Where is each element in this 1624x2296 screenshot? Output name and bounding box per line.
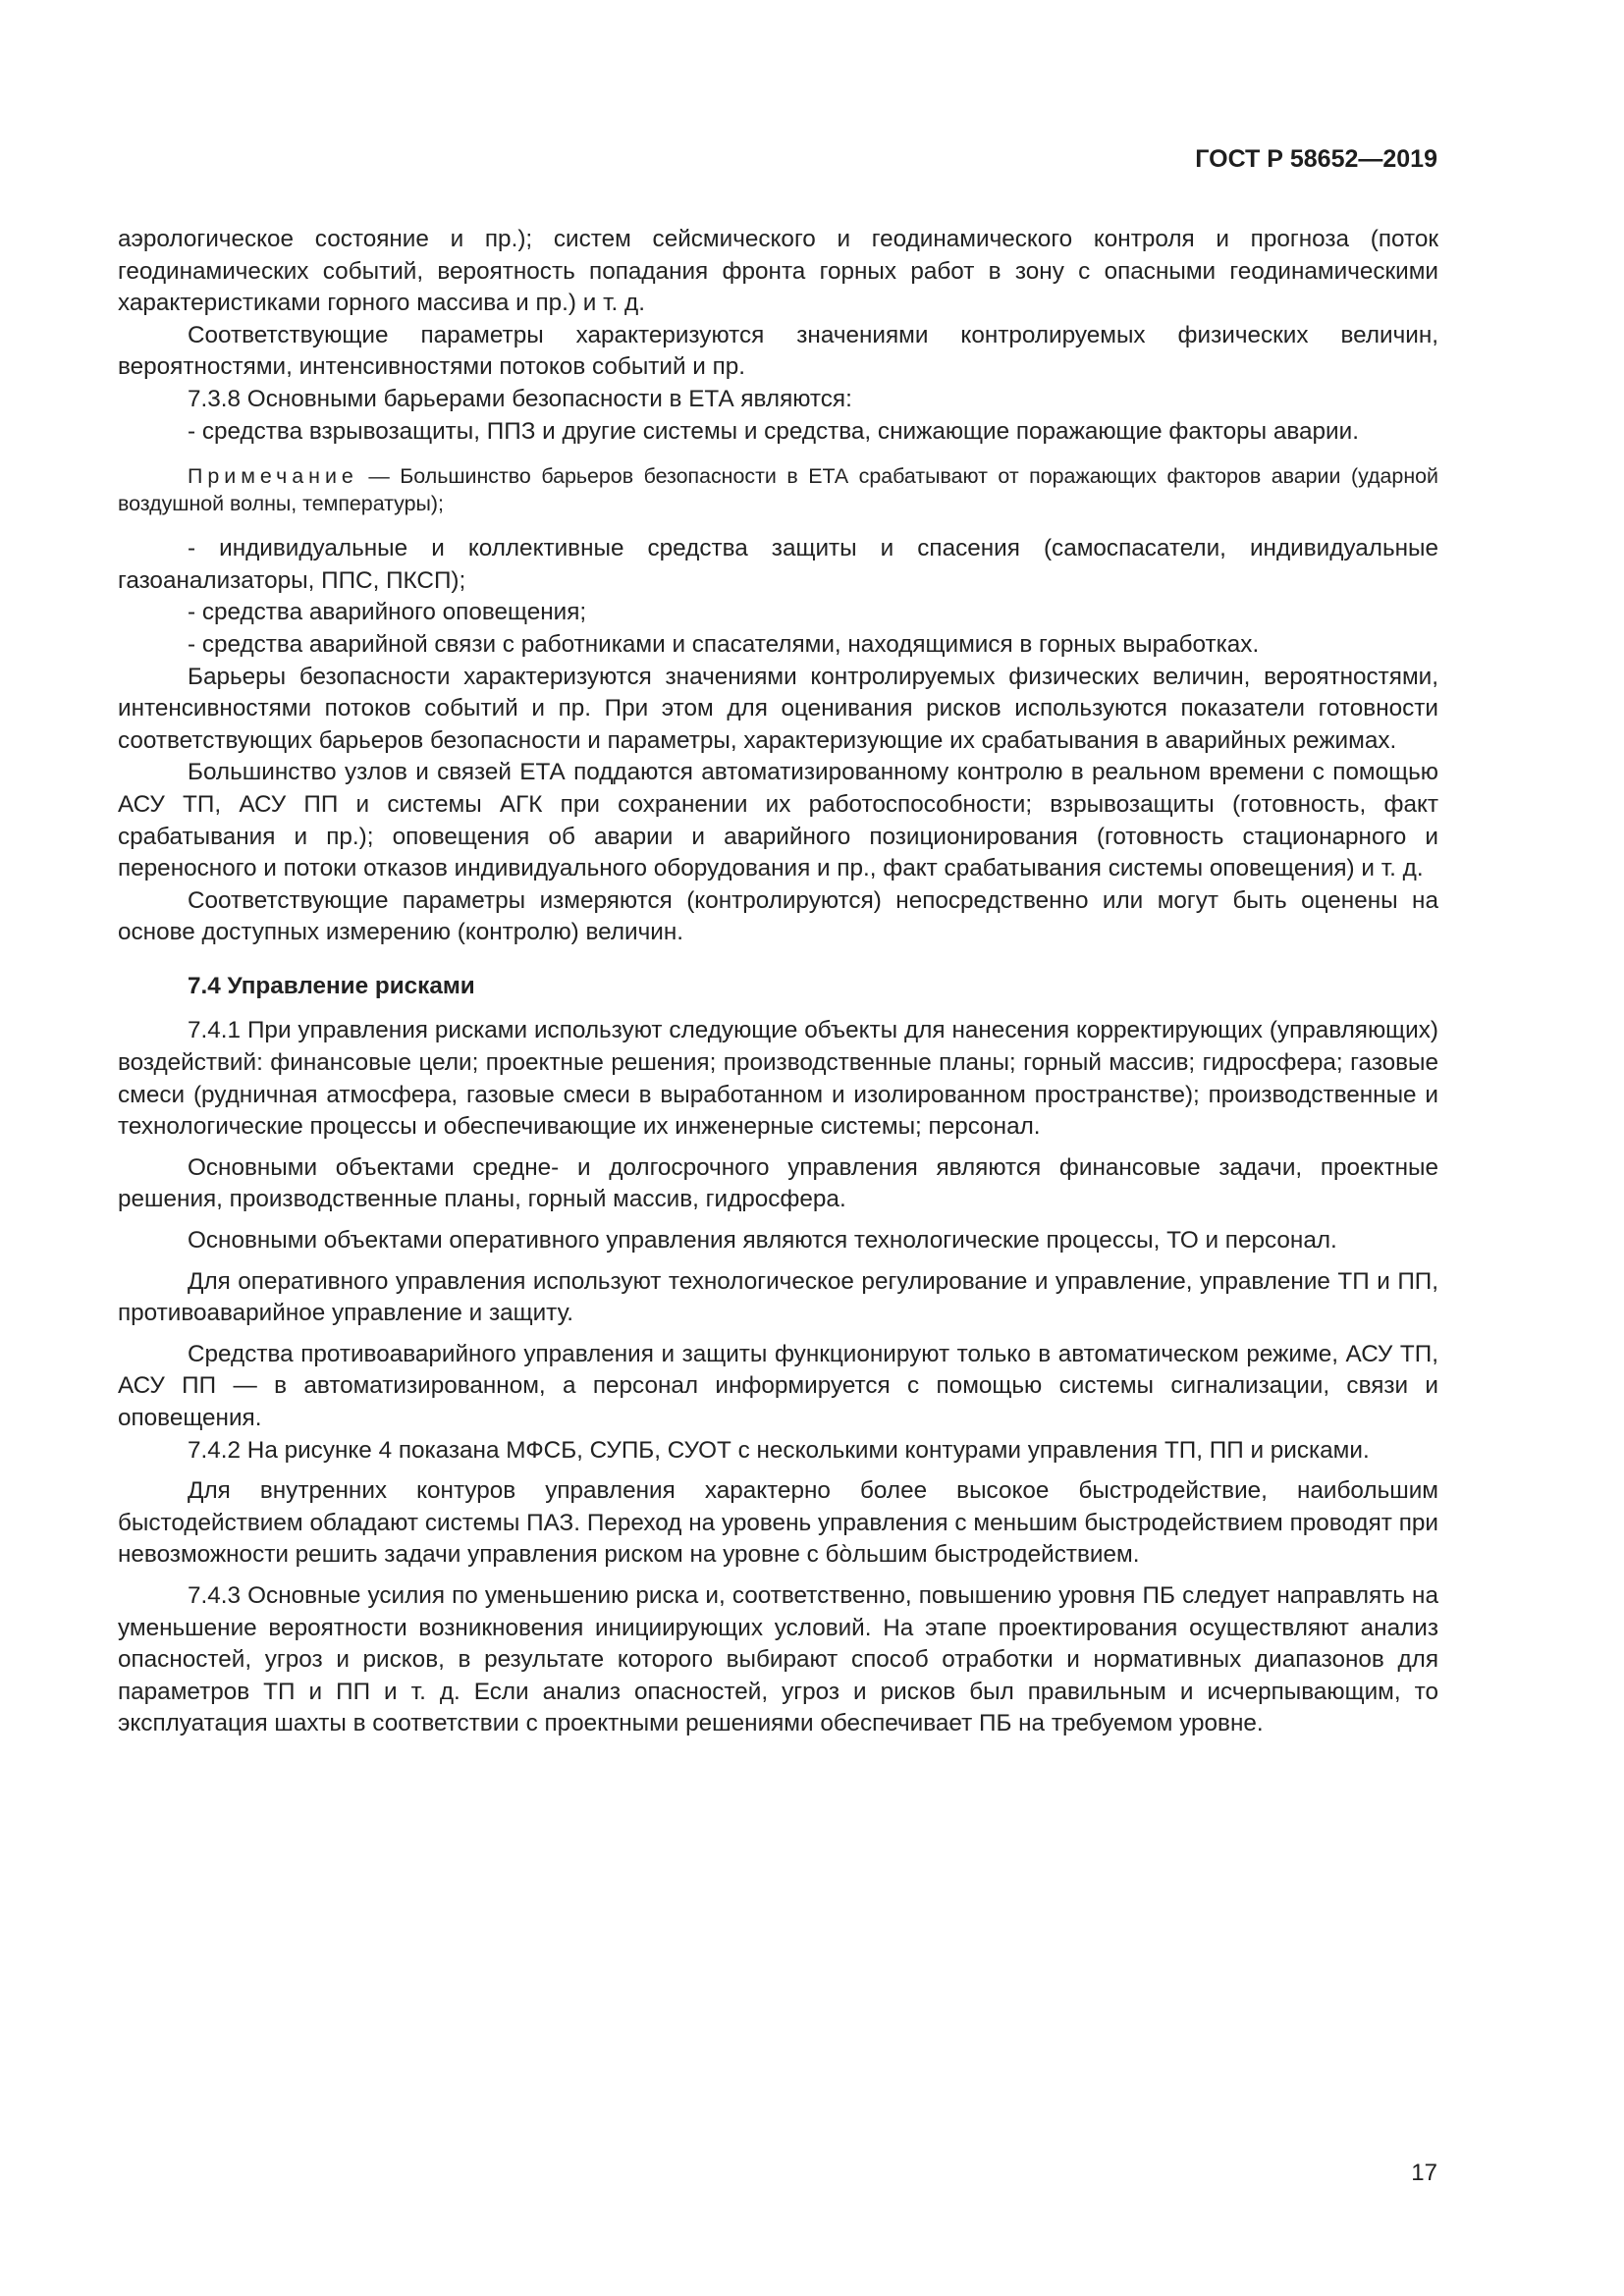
paragraph: Основными объектами оперативного управления являются технологические процессы, ТО и персонал. [188, 1227, 1337, 1255]
list-item: - средства аварийной связи с работниками и спасателями, находящимися в горных выработках. [188, 630, 1260, 658]
paragraph: Барьеры безопасности характеризуются значениями контролируемых физических величин, вероятностями, интенсивностями потоков событий и пр. При этом для оценивания рисков используются показатели готовности соответствующих барьеров безопасности и параметры, характеризующие их срабатывания в аварийных режимах. [118, 663, 1438, 754]
paragraph: Основными объектами средне- и долгосрочного управления являются финансовые задачи, проектные решения, производственные планы, горный массив, гидросфера. [118, 1153, 1438, 1213]
paragraph: Соответствующие параметры измеряются (контролируются) непосредственно или могут быть оценены на основе доступных измерению (контролю) величин. [118, 886, 1438, 946]
note-text: — Большинство барьеров безопасности в ЕТА срабатывают от поражающих факторов аварии (ударной воздушной волны, температуры); [118, 464, 1438, 516]
section-heading-7-4: 7.4 Управление рисками [188, 972, 475, 999]
paragraph: Для оперативного управления используют технологическое регулирование и управление, управление ТП и ПП, противоаварийное управление и защиту. [118, 1267, 1438, 1327]
note [118, 462, 1438, 517]
paragraph: Соответствующие параметры характеризуются значениями контролируемых физических величин, вероятностями, интенсивностями потоков событий и пр. [118, 321, 1438, 381]
clause-7-4-1: 7.4.1 При управления рисками используют следующие объекты для нанесения корректирующих (управляющих) воздействий: финансовые цели; проектные решения; производственные планы; горный массив; гидросфера; газовые смеси (рудничная атмосфера, газовые смеси в выработанном и изолированном пространстве); производственные и технологические процессы и обеспечивающие их инженерные системы; персонал. [118, 1017, 1438, 1141]
note-label: Примечание [188, 464, 358, 489]
document-code-header: ГОСТ Р 58652—2019 [1195, 145, 1437, 173]
list-item: - средства аварийного оповещения; [188, 599, 587, 626]
clause-7-4-3: 7.4.3 Основные усилия по уменьшению риска и, соответственно, повышению уровня ПБ следует направлять на уменьшение вероятности возникновения инициирующих условий. На этапе проектирования осуществляют анализ опасностей, угроз и рисков, в результате которого выбирают способ отработки и нормативных диапазонов для параметров ТП и ПП и т. д. Если анализ опасностей, угроз и рисков был правильным и исчерпывающим, то эксплуатация шахты в соответствии с проектными решениями обеспечивает ПБ на требуемом уровне. [118, 1581, 1438, 1737]
paragraph: Средства противоаварийного управления и защиты функционируют только в автоматическом режиме, АСУ ТП, АСУ ПП — в автоматизированном, а персонал информируется с помощью системы сигнализации, связи и оповещения. [118, 1340, 1438, 1431]
list-item: - индивидуальные и коллективные средства защиты и спасения (самоспасатели, индивидуальные газоанализаторы, ППС, ПКСП); [118, 535, 1438, 594]
paragraph: Для внутренних контуров управления характерно более высокое быстродействие, наибольшим быстодействием обладают системы ПАЗ. Переход на уровень управления с меньшим быстродействием проводят при невозможности решить задачи управления риском на уровне с бо̀льшим быстродействием. [118, 1477, 1438, 1569]
paragraph: аэрологическое состояние и пр.); систем сейсмического и геодинамического контроля и прогноза (поток геодинамических событий, вероятность попадания фронта горных работ в зону с опасными геодинамическими характеристиками горного массива и пр.) и т. д. [118, 226, 1438, 317]
clause-7-3-8: 7.3.8 Основными барьерами безопасности в ЕТА являются: [188, 385, 852, 412]
document-body [118, 224, 1438, 1740]
list-item: - средства взрывозащиты, ППЗ и другие системы и средства, снижающие поражающие факторы аварии. [188, 417, 1359, 445]
paragraph: Большинство узлов и связей ЕТА поддаются автоматизированному контролю в реальном времени с помощью АСУ ТП, АСУ ПП и системы АГК при сохранении их работоспособности; взрывозащиты (готовность, факт срабатывания и пр.); оповещения об аварии и аварийного позиционирования (готовность стационарного и переносного и потоки отказов индивидуального оборудования и пр., факт срабатывания системы оповещения) и т. д. [118, 759, 1438, 882]
clause-7-4-2: 7.4.2 На рисунке 4 показана МФСБ, СУПБ, СУОТ с несколькими контурами управления ТП, ПП и рисками. [188, 1436, 1370, 1464]
page-number: 17 [1411, 2160, 1437, 2186]
